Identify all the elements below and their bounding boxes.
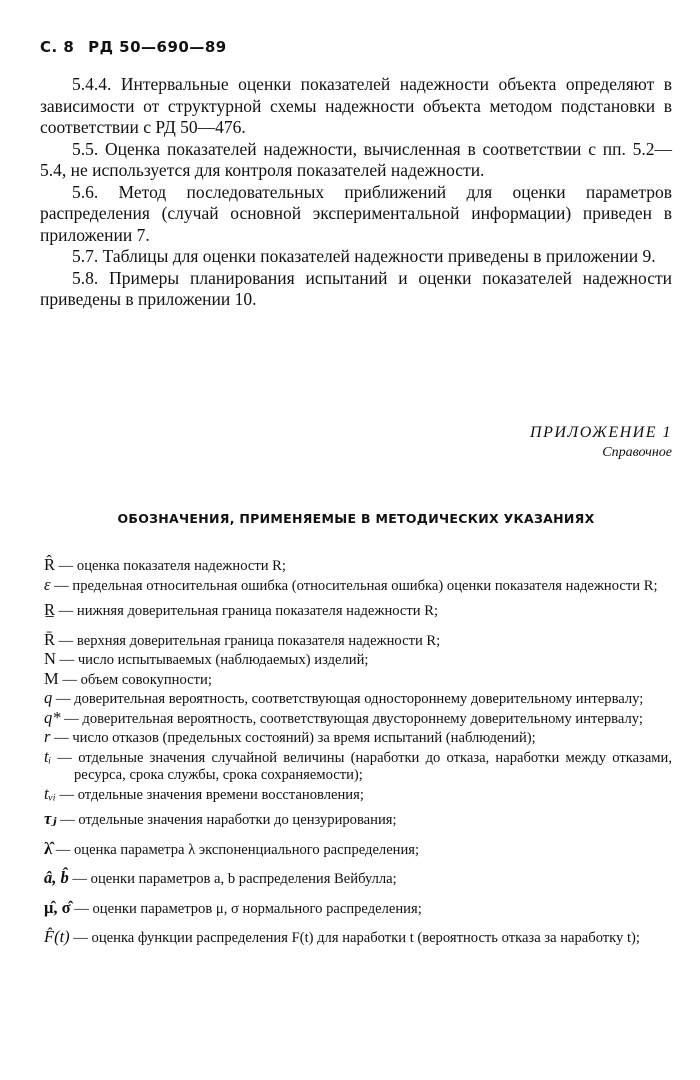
definition-item xyxy=(44,709,672,729)
definition-item xyxy=(44,928,672,948)
definition-item xyxy=(44,576,672,596)
definition-text: — отдельные значения наработки до цензурирования; xyxy=(56,812,397,828)
definition-text: — оценка параметра λ экспоненциального распределения; xyxy=(52,841,420,858)
section-title: ОБОЗНАЧЕНИЯ, ПРИМЕНЯЕМЫЕ В МЕТОДИЧЕСКИХ УКАЗАНИЯХ xyxy=(117,511,595,526)
definition-symbol: ε xyxy=(44,574,51,594)
definition-text: — отдельные значения случайной величины (наработки до отказа, наработки между отказами, ресурса, срока службы, срока сохраняемости); xyxy=(51,749,672,783)
body-text xyxy=(40,74,672,311)
paragraph-5-7: 5.7. Таблицы для оценки показателей надежности приведены в приложении 9. xyxy=(72,246,656,266)
definition-text: — верхняя доверительная граница показателя надежности R; xyxy=(55,632,441,649)
definition-text: — оценки параметров a, b распределения Вейбулла; xyxy=(68,871,397,887)
definition-symbol: τⱼ xyxy=(44,809,57,828)
definition-item xyxy=(44,899,672,919)
paragraph-5-8: 5.8. Примеры планирования испытаний и оценки показателей надежности приведены в приложении 10. xyxy=(40,267,672,309)
definition-text: — объем совокупности; xyxy=(58,671,212,688)
definition-symbol: q* xyxy=(44,707,61,727)
definition-text: — оценка показателя надежности R; xyxy=(55,558,286,574)
document-code: РД 50—690—89 xyxy=(88,38,227,56)
definition-symbol: â, b̂ xyxy=(44,868,69,887)
definition-text: — отдельные значения времени восстановления; xyxy=(55,786,364,803)
definition-symbol: tᵥᵢ xyxy=(44,783,56,803)
paragraph-5-4-4: 5.4.4. Интервальные оценки показателей надежности объекта определяют в зависимости от структурной схемы надежности объекта методом подстановки в соответствии с РД 50—476. xyxy=(40,74,672,137)
definition-symbol: μ̂, σ̂ xyxy=(44,897,71,917)
definition-symbol: R̲ xyxy=(44,600,56,619)
paragraph-5-6: 5.6. Метод последовательных приближений для оценки параметров распределения (случай основной экспериментальной информации) приведен в приложении 7. xyxy=(40,181,672,245)
definition-item xyxy=(44,631,672,651)
definition-item xyxy=(44,840,672,860)
definition-text: — оценки параметров μ, σ нормального распределения; xyxy=(70,900,422,917)
definition-text: — доверительная вероятность, соответствующая одностороннему доверительному интервалу; xyxy=(52,691,644,707)
definition-text: — оценка функции распределения F(t) для наработки t (вероятность отказа за наработку t); xyxy=(69,930,640,946)
appendix-label: ПРИЛОЖЕНИЕ 1 xyxy=(530,424,672,441)
definition-text: — предельная относительная ошибка (относительная ошибка) оценки показателя надежности R; xyxy=(50,577,658,594)
definition-symbol: M xyxy=(44,668,59,688)
definition-item xyxy=(44,810,672,830)
definition-item xyxy=(44,728,672,748)
definition-text: — число отказов (предельных состояний) за время испытаний (наблюдений); xyxy=(50,730,536,746)
appendix-note: Справочное xyxy=(602,445,672,460)
definition-symbol: q xyxy=(44,688,53,707)
definition-text: — доверительная вероятность, соответствующая двустороннему доверительному интервалу; xyxy=(60,710,643,727)
definition-symbol: R̄ xyxy=(44,629,56,649)
definition-symbol: tᵢ xyxy=(44,746,52,766)
appendix-heading xyxy=(530,424,672,461)
definition-symbol: λ̂ xyxy=(44,838,53,858)
definition-symbol: r xyxy=(44,727,51,746)
definition-item xyxy=(44,748,672,785)
page-number: С. 8 xyxy=(40,38,75,56)
definition-item xyxy=(44,556,672,576)
definition-item xyxy=(44,670,672,690)
definition-item xyxy=(44,650,672,670)
page-header xyxy=(40,38,235,56)
definition-symbol: R̂ xyxy=(44,555,56,574)
definition-symbol: F̂(t) xyxy=(44,927,70,946)
definition-item xyxy=(44,785,672,805)
definition-text: — число испытываемых (наблюдаемых) изделий; xyxy=(55,652,369,668)
definition-item xyxy=(44,601,672,621)
paragraph-5-5: 5.5. Оценка показателей надежности, вычисленная в соответствии с пп. 5.2—5.4, не используется для контроля показателей надежности. xyxy=(40,138,672,180)
definition-text: — нижняя доверительная граница показателя надежности R; xyxy=(55,603,439,619)
definition-item xyxy=(44,869,672,889)
definition-item xyxy=(44,689,672,709)
definitions-list xyxy=(44,556,672,948)
definition-symbol: N xyxy=(44,649,56,668)
